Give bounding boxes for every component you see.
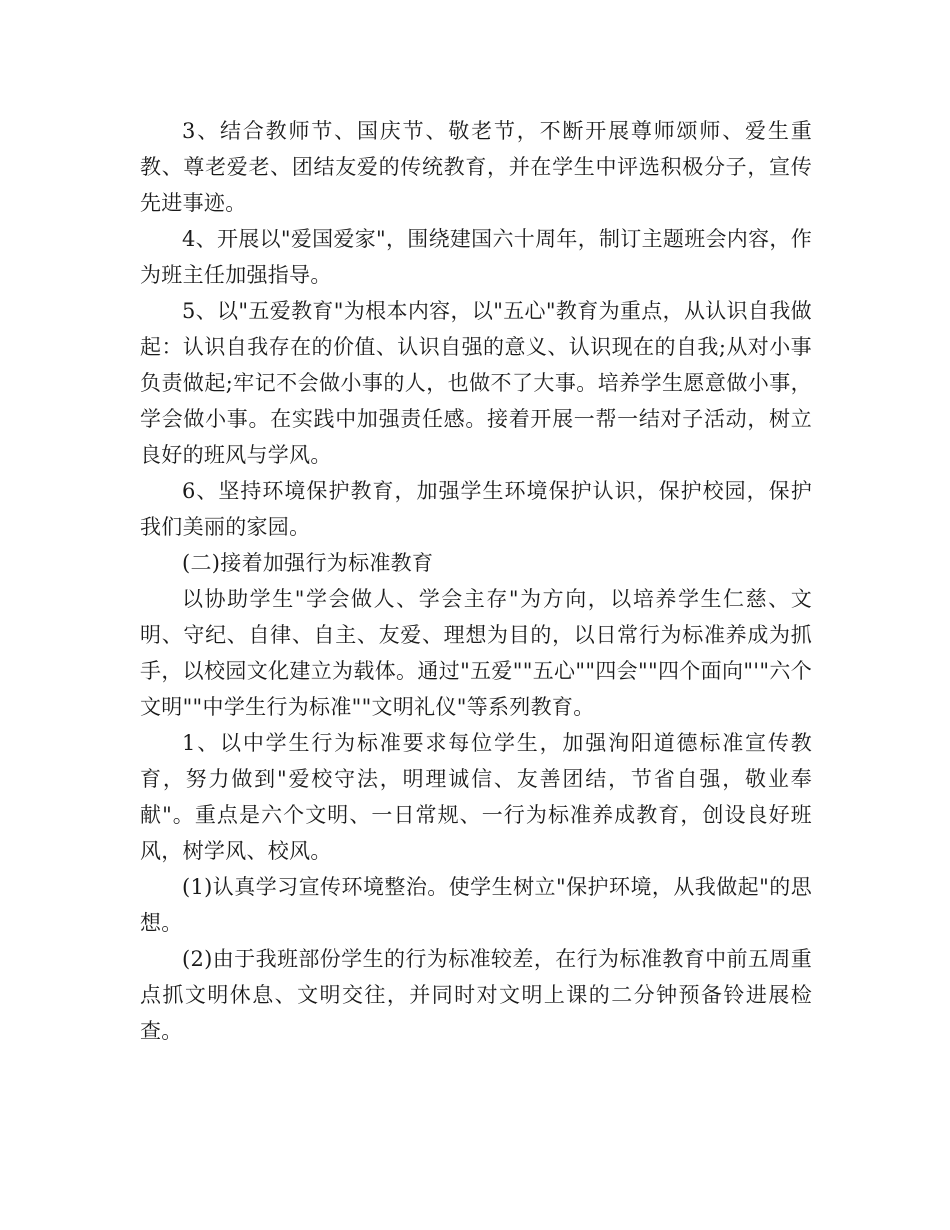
paragraph-item-3: 3、结合教师节、国庆节、敬老节，不断开展尊师颂师、爱生重教、尊老爱老、团结友爱的传统教育，并在学生中评选积极分子，宣传先进事迹。 bbox=[140, 119, 812, 215]
paragraph-item-5: 5、以"五爱教育"为根本内容，以"五心"教育为重点，从认识自我做起：认识自我存在的价值、认识自强的意义、认识现在的自我;从对小事负责做起;牢记不会做小事的人，也做不了大事。培养学生愿意做小事，学会做小事。在实践中加强责任感。接着开展一帮一结对子活动，树立良好的班风与学风。 bbox=[140, 299, 812, 467]
section-heading-behavior: (二)接着加强行为标准教育 bbox=[182, 551, 434, 575]
paragraph-behavior-1: 1、以中学生行为标准要求每位学生，加强洵阳道德标准宣传教育，努力做到"爱校守法，明理诚信、友善团结，节省自强，敬业奉献"。重点是六个文明、一日常规、一行为标准养成教育，创设良好班风，树学风、校风。 bbox=[140, 731, 812, 863]
paragraph-behavior-intro: 以协助学生"学会做人、学会主存"为方向，以培养学生仁慈、文明、守纪、自律、自主、友爱、理想为目的，以日常行为标准养成为抓手，以校园文化建立为载体。通过"五爱""五心""四会""四个面向"'"六个文明""中学生行为标准""文明礼仪"等系列教育。 bbox=[140, 587, 812, 719]
paragraph-item-6: 6、坚持环境保护教育，加强学生环境保护认识，保护校园，保护我们美丽的家园。 bbox=[140, 479, 812, 539]
paragraph-item-4: 4、开展以"爱国爱家"，围绕建国六十周年，制订主题班会内容，作为班主任加强指导。 bbox=[140, 227, 812, 287]
paragraph-subitem-1: (1)认真学习宣传环境整治。使学生树立"保护环境，从我做起"的思想。 bbox=[140, 875, 812, 935]
document-body bbox=[140, 113, 812, 1049]
paragraph-subitem-2: (2)由于我班部份学生的行为标准较差，在行为标准教育中前五周重点抓文明休息、文明交往，并同时对文明上课的二分钟预备铃进展检查。 bbox=[140, 947, 812, 1043]
